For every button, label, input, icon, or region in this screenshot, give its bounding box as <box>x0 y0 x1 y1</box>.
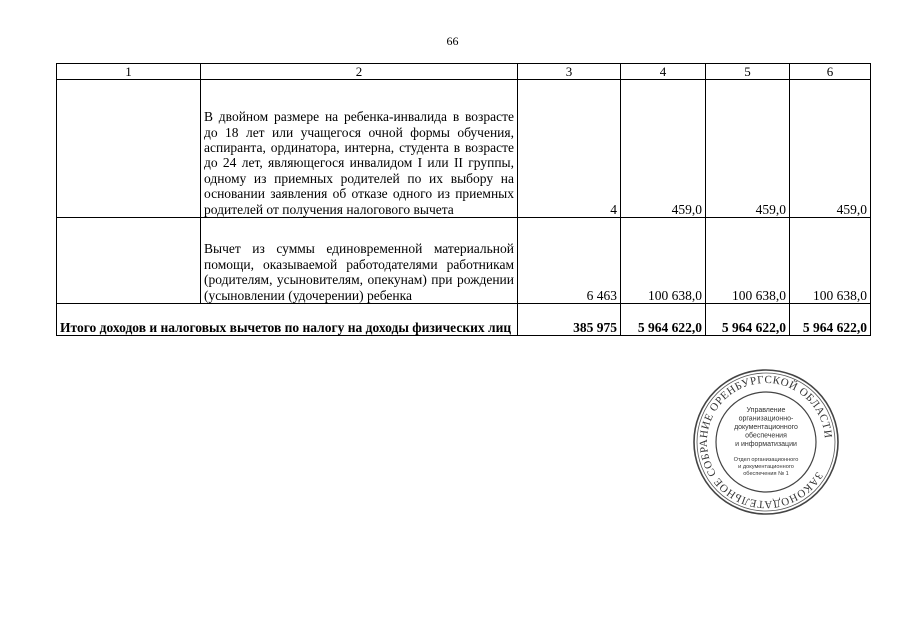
stamp-line: и документационного <box>738 464 794 470</box>
total-label: Итого доходов и налоговых вычетов по налогу на доходы физических лиц <box>57 304 518 336</box>
row-description: Вычет из суммы единовременной материальной помощи, оказываемой работодателями работникам (родителям, усыновителям, опекунам) при рождении (усыновлении (удочерении) ребенка <box>201 218 518 304</box>
row-value-3: 4 <box>518 80 621 218</box>
row-description: В двойном размере на ребенка-инвалида в возрасте до 18 лет или учащегося очной формы обучения, аспиранта, ординатора, интерна, студента в возрасте до 24 лет, являющегося инвалидом I или II группы, одному из приемных родителей по их выбору на основании заявления об отказе одного из приемных родителей от получения налогового вычета <box>201 80 518 218</box>
header-cell-5: 5 <box>706 64 790 80</box>
total-value-6: 5 964 622,0 <box>790 304 871 336</box>
stamp-line: документационного <box>734 424 798 431</box>
header-cell-3: 3 <box>518 64 621 80</box>
row-value-6: 459,0 <box>790 80 871 218</box>
row-cell-1 <box>57 80 201 218</box>
header-cell-2: 2 <box>201 64 518 80</box>
header-cell-1: 1 <box>57 64 201 80</box>
row-cell-1 <box>57 218 201 304</box>
total-row <box>57 304 871 336</box>
table-header-row <box>57 64 871 80</box>
total-value-5: 5 964 622,0 <box>706 304 790 336</box>
official-stamp <box>692 368 840 516</box>
total-value-3: 385 975 <box>518 304 621 336</box>
row-value-4: 100 638,0 <box>621 218 706 304</box>
header-cell-4: 4 <box>621 64 706 80</box>
stamp-outer-text: ЗАКОНОДАТЕЛЬНОЕ СОБРАНИЕ ОРЕНБУРГСКОЙ ОБЛАСТИ <box>697 373 835 511</box>
data-table <box>56 63 871 336</box>
row-value-5: 459,0 <box>706 80 790 218</box>
stamp-line: обеспечения <box>745 432 787 440</box>
page-number: 66 <box>446 34 459 48</box>
row-value-4: 459,0 <box>621 80 706 218</box>
stamp-line: обеспечения № 1 <box>743 471 789 477</box>
stamp-line: и информатизации <box>735 441 797 448</box>
stamp-line: организационно- <box>738 415 794 423</box>
table-row <box>57 218 871 304</box>
row-value-6: 100 638,0 <box>790 218 871 304</box>
header-cell-6: 6 <box>790 64 871 80</box>
row-value-3: 6 463 <box>518 218 621 304</box>
stamp-line: Управление <box>746 407 786 414</box>
stamp-line: Отдел организационного <box>733 457 799 463</box>
row-value-5: 100 638,0 <box>706 218 790 304</box>
table-row <box>57 80 871 218</box>
total-value-4: 5 964 622,0 <box>621 304 706 336</box>
